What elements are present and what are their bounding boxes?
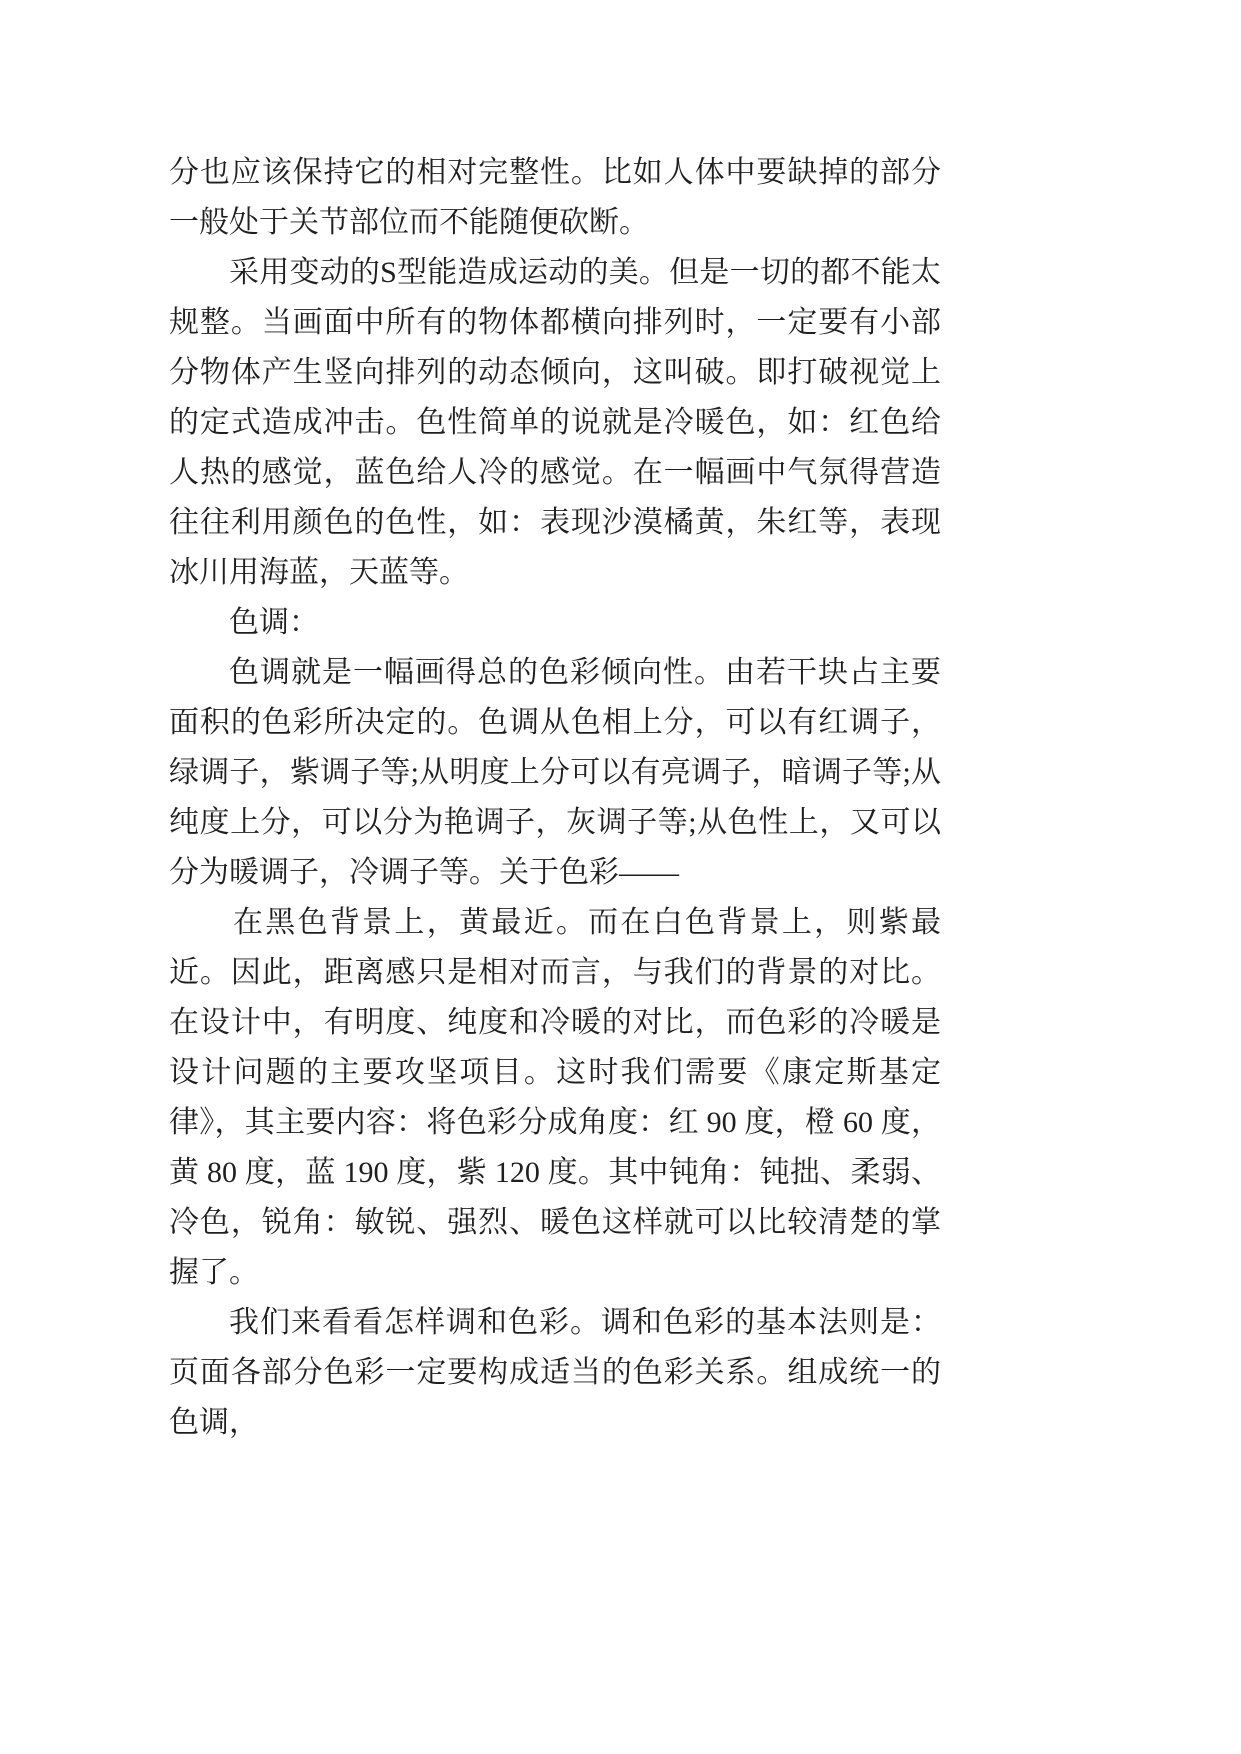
paragraph-color-harmony: 我们来看看怎样调和色彩。调和色彩的基本法则是：页面各部分色彩一定要构成适当的色彩关系。组成统一的色调， bbox=[169, 1306, 941, 1439]
paragraph-s-curve-and-color-temperature: 采用变动的S型能造成运动的美。但是一切的都不能太规整。当画面中所有的物体都横向排列时，一定要有小部分物体产生竖向排列的动态倾向，这叫破。即打破视觉上的定式造成冲击。色性简单的说就是冷暖色，如：红色给人热的感觉，蓝色给人冷的感觉。在一幅画中气氛得营造往往利用颜色的色性，如：表现沙漠橘黄，朱红等，表现冰川用海蓝，天蓝等。 bbox=[169, 256, 941, 589]
section-heading-tone: 色调： bbox=[229, 606, 319, 639]
paragraph-kandinsky-law: 在黑色背景上，黄最近。而在白色背景上，则紫最近。因此，距离感只是相对而言，与我们的背景的对比。在设计中，有明度、纯度和冷暖的对比，而色彩的冷暖是设计问题的主要攻坚项目。这时我们需要《康定斯基定律》，其主要内容：将色彩分成角度：红 90 度，橙 60 度，黄 80 度，蓝 190 度，紫 120 度。其中钝角：钝拙、柔弱、冷色，锐角：敏锐、强烈、暖色这样就可以比较清楚的掌握了。 bbox=[169, 906, 941, 1289]
paragraph-tone-definition: 色调就是一幅画得总的色彩倾向性。由若干块占主要面积的色彩所决定的。色调从色相上分，可以有红调子，绿调子，紫调子等;从明度上分可以有亮调子，暗调子等;从纯度上分，可以分为艳调子，灰调子等;从色性上，又可以分为暖调子，冷调子等。关于色彩—— bbox=[169, 656, 941, 889]
document-body bbox=[169, 148, 941, 1448]
paragraph-composition-continuation: 分也应该保持它的相对完整性。比如人体中要缺掉的部分一般处于关节部位而不能随便砍断。 bbox=[169, 156, 941, 239]
